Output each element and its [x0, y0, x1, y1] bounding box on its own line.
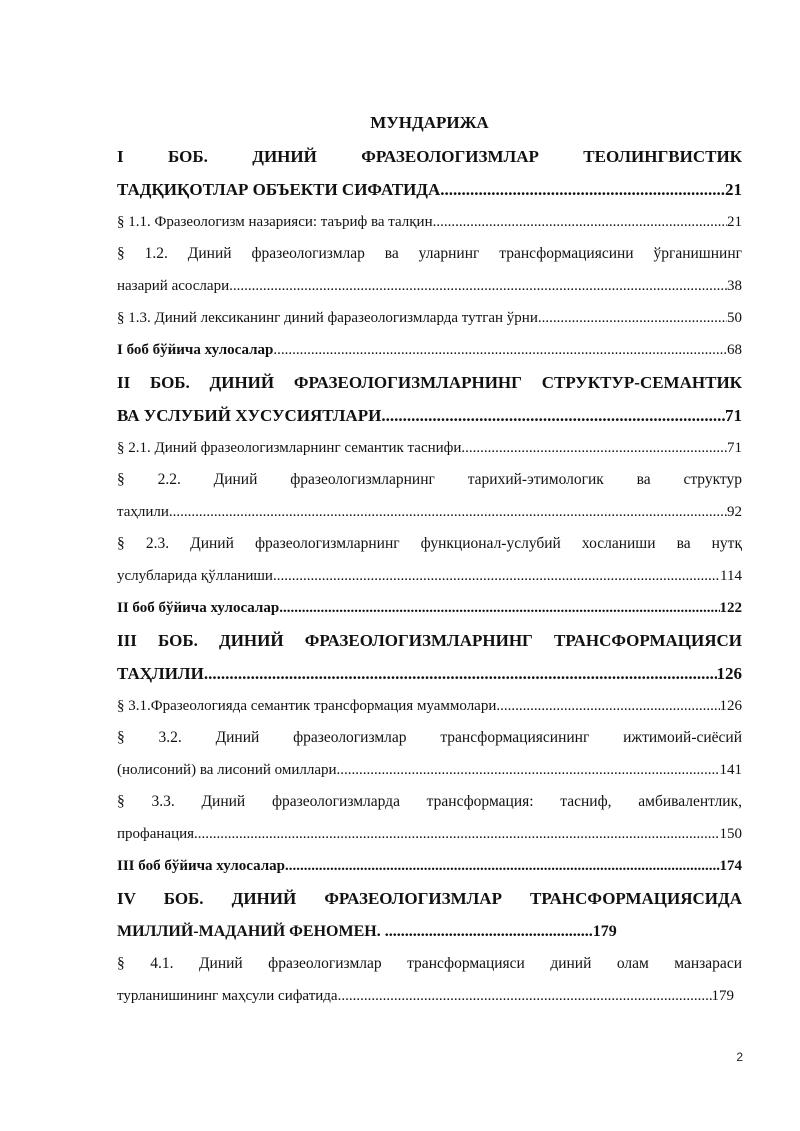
- toc-line: ІІІ боб бўйича хулосалар ..... 174: [117, 850, 742, 882]
- toc-line: назарий асослари ..... 38: [117, 270, 742, 302]
- toc-line: IV БОБ. ДИНИЙ ФРАЗЕОЛОГИЗМЛАР ТРАНСФОРМАЦИЯСИДА: [117, 889, 742, 908]
- toc-line: § 3.2. Диний фразеологизмлар трансформациясининг ижтимоий-сиёсий: [117, 729, 742, 746]
- toc-line: ІІ БОБ. ДИНИЙ ФРАЗЕОЛОГИЗМЛАРНИНГ СТРУКТУР-СЕМАНТИК: [117, 373, 742, 392]
- toc-line: § 1.1. Фразеологизм назарияси: таъриф ва талқин ..... 21: [117, 206, 742, 238]
- toc-line: § 2.1. Диний фразеологизмларнинг семантик таснифи ..... 71: [117, 432, 742, 464]
- toc-line: ВА УСЛУБИЙ ХУСУСИЯТЛАРИ ..... 71: [117, 399, 742, 432]
- toc-line: профанация ..... 150: [117, 818, 742, 850]
- toc-line: І БОБ. ДИНИЙ ФРАЗЕОЛОГИЗМЛАР ТЕОЛИНГВИСТИК: [117, 147, 742, 166]
- toc-line: § 1.3. Диний лексиканинг диний фаразеологизмларда тутган ўрни ..... 50: [117, 302, 742, 334]
- toc-line: § 3.1.Фразеологияда семантик трансформация муаммолари ..... 126: [117, 690, 742, 722]
- toc-line: ІІ боб бўйича хулосалар ..... 122: [117, 592, 742, 624]
- table-of-contents: [117, 140, 742, 1012]
- toc-line: § 4.1. Диний фразеологизмлар трансформацияси диний олам манзараси: [117, 955, 742, 972]
- toc-line: § 2.2. Диний фразеологизмларнинг тарихий-этимологик ва структур: [117, 471, 742, 488]
- toc-line: § 2.3. Диний фразеологизмларнинг функционал-услубий хосланиши ва нутқ: [117, 535, 742, 552]
- toc-line: ТАҲЛИЛИ ..... 126: [117, 657, 742, 690]
- toc-line: МИЛЛИЙ-МАДАНИЙ ФЕНОМЕН. ....................................................179: [117, 923, 617, 940]
- toc-line: § 3.3. Диний фразеологизмларда трансформация: тасниф, амбивалентлик,: [117, 793, 742, 810]
- toc-line: І боб бўйича хулосалар ..... 68: [117, 334, 742, 366]
- toc-line: § 1.2. Диний фразеологизмлар ва уларнинг трансформациясини ўрганишнинг: [117, 245, 742, 262]
- toc-line: таҳлили ..... 92: [117, 496, 742, 528]
- toc-line: услубларида қўлланиши ..... 114: [117, 560, 742, 592]
- toc-line: ІІІ БОБ. ДИНИЙ ФРАЗЕОЛОГИЗМЛАРНИНГ ТРАНСФОРМАЦИЯСИ: [117, 631, 742, 650]
- toc-line: турланишининг маҳсули сифатида ..... 179: [117, 980, 734, 1012]
- page-number: 2: [736, 1050, 743, 1064]
- toc-line: ТАДҚИҚОТЛАР ОБЪЕКТИ СИФАТИДА ..... 21: [117, 173, 742, 206]
- page-title: МУНДАРИЖА: [370, 113, 489, 132]
- toc-line: (нолисоний) ва лисоний омиллари ..... 141: [117, 754, 742, 786]
